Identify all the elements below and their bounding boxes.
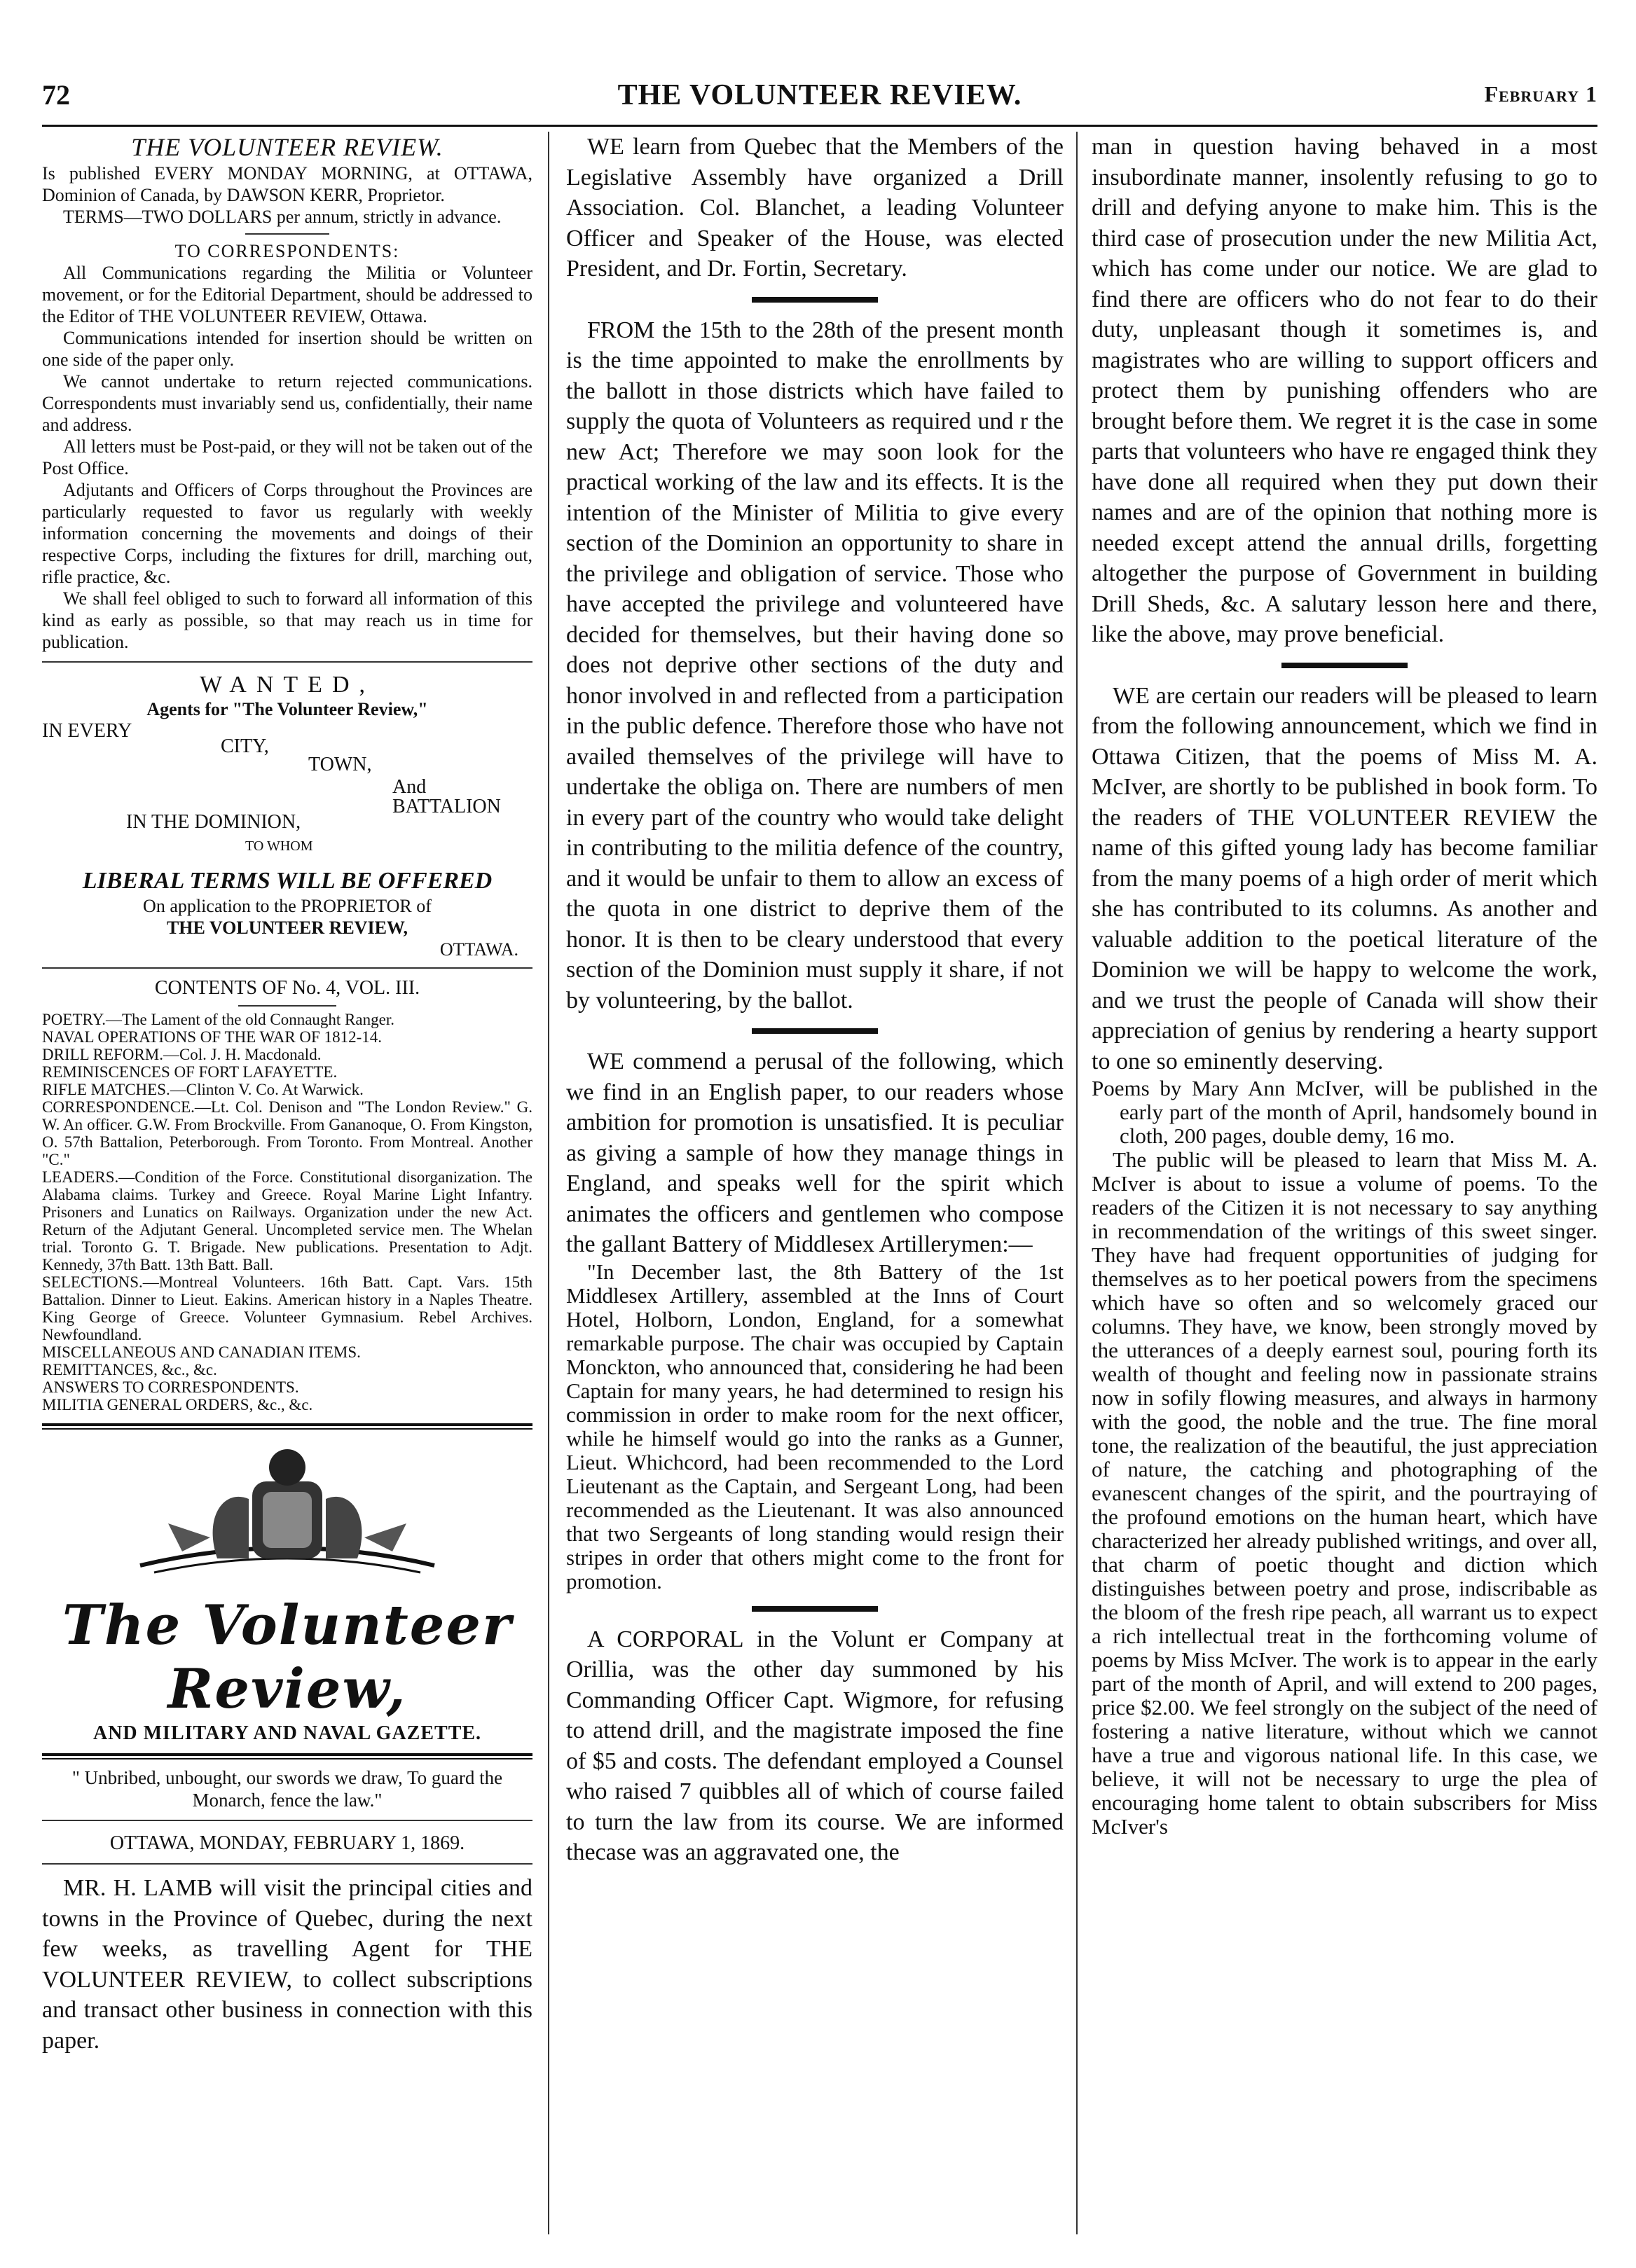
wanted-liberal: LIBERAL TERMS WILL BE OFFERED: [82, 868, 493, 894]
contents-list: [42, 1011, 532, 1413]
dateline: OTTAWA, MONDAY, FEBRUARY 1, 1869.: [109, 1832, 465, 1854]
wanted-ottawa: OTTAWA.: [439, 939, 518, 960]
wanted-in-every: IN EVERY: [42, 720, 132, 742]
wanted-application: On application to the PROPRIETOR of: [143, 896, 432, 916]
poems-notice: Poems by Mary Ann McIver, will be published in the early part of the month of April, handsomely bound in cloth, 200 pages, double demy, 16 mo.: [1092, 1076, 1597, 1148]
divider: [245, 233, 329, 235]
divider: [42, 1863, 532, 1865]
mciver-paragraph: WE are certain our readers will be pleased to learn from the following announcement, which we find in Ottawa Citizen, that the poems of Miss M. A. McIver, are shortly to be published in book form. To the readers of THE VOLUNTEER REVIEW the name of this gifted young lady has become familiar from the many poems of a high order of merit which she has contributed to its columns. As another and valuable addition to the poetical literature of the Dominion we will be happy to welcome the work, and we trust the people of Canada will show their appreciation of genius by rendering a hearty support to one so eminently deserving.: [1092, 682, 1597, 1074]
corr-para-3: We cannot undertake to return rejected communications. Correspondents must invariably send us, confidentially, their name and address.: [42, 371, 532, 435]
wanted-ad: [42, 671, 532, 960]
column-divider: [1076, 132, 1078, 2234]
section-rule: [1281, 663, 1408, 668]
corr-para-1: All Communications regarding the Militia or Volunteer movement, or for the Editorial Department, should be addressed to the Editor of THE VOLUNTEER REVIEW, Ottawa.: [42, 263, 532, 326]
contents-item: REMITTANCES, &c., &c.: [42, 1361, 217, 1378]
publish-info: Is published EVERY MONDAY MORNING, at OTTAWA, Dominion of Canada, by DAWSON KERR, Proprietor.: [42, 163, 532, 205]
contents-item: MISCELLANEOUS AND CANADIAN ITEMS.: [42, 1343, 361, 1361]
column-3: [1092, 132, 1597, 2234]
prosecution-paragraph: man in question having behaved in a most insubordinate manner, insolently refusing to go to drill and defying anyone to make him. This is the third case of prosecution under the new Militia Act, which has come under our notice. We are glad to find there are officers who do not fear to do their duty, unpleasant though it sometimes is, and magistrates who are willing to support officers and protect them by punishing offenders who are brought before them. We regret it is the case in some parts that volunteers who have re engaged think they have done all required when they put down their names and are of the opinion that nothing more is needed except attend the annual drills, forgetting altogether the purpose of Government in building Drill Sheds, &c. A salutary lesson here and there, like the above, may prove beneficial.: [1092, 134, 1597, 647]
double-rule: [42, 1423, 532, 1430]
wanted-dominion: IN THE DOMINION,: [126, 811, 301, 833]
wanted-battalion: BATTALION: [392, 796, 501, 817]
drill-association-paragraph: WE learn from Quebec that the Members of the Legislative Assembly have organized a Drill Association. Col. Blanchet, a leading Volunteer Officer and Speaker of the House, was elected President, and Dr. Fortin, Secretary.: [566, 134, 1064, 282]
divider: [238, 1005, 336, 1007]
contents-item: NAVAL OPERATIONS OF THE WAR OF 1812-14.: [42, 1028, 382, 1046]
section-rule: [752, 1606, 878, 1612]
running-date: February 1: [1484, 81, 1597, 106]
section-rule: [752, 1028, 878, 1034]
wanted-city: CITY,: [221, 735, 269, 757]
wanted-agents: Agents for "The Volunteer Review,": [146, 699, 428, 719]
corr-para-5: Adjutants and Officers of Corps throughout the Provinces are particularly requested to favor us regularly with weekly information concerning the movements and doings of their respective Corps, including the fixtures for drill, marching out, rifle practice, &c.: [42, 480, 532, 587]
contents-item: POETRY.—The Lament of the old Connaught Ranger.: [42, 1011, 394, 1028]
double-rule: [42, 1753, 532, 1759]
corr-para-4: All letters must be Post-paid, or they will not be taken out of the Post Office.: [42, 436, 532, 478]
divider: [42, 661, 532, 663]
newspaper-page: [42, 70, 1597, 2234]
running-title: THE VOLUNTEER REVIEW.: [617, 79, 1022, 111]
contents-heading: CONTENTS OF No. 4, VOL. III.: [154, 977, 420, 999]
page-header: [42, 78, 1597, 120]
wanted-and: And: [392, 776, 427, 798]
contents-item: REMINISCENCES OF FORT LAFAYETTE.: [42, 1063, 338, 1081]
contents-item: SELECTIONS.—Montreal Volunteers. 16th Batt. Capt. Vars. 15th Battalion. Dinner to Lieut. Eakins. American history in a Naples Theatre. King George of Greece. Volunteer Gymnasium. Rebel Archives. Newfoundland.: [42, 1273, 532, 1343]
commend-paragraph: WE commend a perusal of the following, which we find in an English paper, to our readers whose ambition for promotion is unsatisfied. It is peculiar as giving a sample of how they manage things in England, and speaks well for the spirit which animates the officers and gentlemen who compose the gallant Battery of Middlesex Artillerymen:—: [566, 1049, 1064, 1257]
contents-item: LEADERS.—Condition of the Force. Constitutional disorganization. The Alabama claims. Turkey and Greece. Royal Marine Light Infantry. Prisoners and Lunatics on Railways. Organization under the new Act. Return of the Adjutant General. Uncompleted service men. The Whelan trial. Toronto G. T. Brigade. New publications. Presentation to Adjt. Kennedy, 37th Batt. 13th Batt. Ball.: [42, 1168, 532, 1273]
page-number: 72: [42, 79, 70, 111]
corr-para-2: Communications intended for insertion should be written on one side of the paper only.: [42, 328, 532, 370]
header-rule: [42, 125, 1597, 127]
corr-para-6: We shall feel obliged to such to forward all information of this kind as early as possible, so that may reach us in time for publication.: [42, 588, 532, 652]
corporal-paragraph: A CORPORAL in the Volunt er Company at Orillia, was the other day summoned by his Commanding Officer Capt. Wigmore, for refusing to attend drill, and the magistrate imposed the fine of $5 and costs. The defendant employed a Counsel who raised 7 quibbles all of which of course failed to turn the law from its course. We are informed thecase was an aggravated one, the: [566, 1626, 1064, 1865]
column-divider: [548, 132, 549, 2234]
contents-item: CORRESPONDENCE.—Lt. Col. Denison and "The London Review." G. W. An officer. G.W. From Brockville. From Gananoque, O. From Kingston, O. 57th Battalion, Peterborough. From Toronto. From Montreal. Another "C.": [42, 1098, 532, 1168]
motto: " Unbribed, unbought, our swords we draw, To guard the Monarch, fence the law.": [71, 1767, 503, 1811]
wanted-review: THE VOLUNTEER REVIEW,: [166, 918, 408, 938]
contents-item: DRILL REFORM.—Col. J. H. Macdonald.: [42, 1046, 322, 1063]
royal-arms-emblem: [42, 1439, 532, 1586]
divider: [42, 1820, 532, 1821]
divider: [42, 967, 532, 969]
citizen-quote: The public will be pleased to learn that Miss M. A. McIver is about to issue a volume of poems. To the readers of the Citizen it is not necessary to say anything in recommendation of the writings of this sweet singer. They have had frequent opportunities of judging for themselves as to her poetical powers from the specimens which have so often and so welcomely graced our columns. They have, we know, been strongly moved by the utterances of a deeply earnest soul, pouring forth its wealth of thought and feeling now in passionate strains now in sofily flowing measures, and always in harmony with the good, the noble and the true. The fine moral tone, the realization of the beautiful, the just appreciation of nature, the catching and photographing of the evanescent changes of the spirit, and the pourtraying of the profound emotions on the human heart, which have characterized her already published writings, and over all, that charm of poetic thought and diction which distinguishes between poetry and prose, indiscribable as the bloom of the fresh ripe peach, all warrant us to expect a rich intellectual treat in the forthcoming volume of poems by Miss McIver. The work is to appear in the early part of the month of April, and will extend to 200 pages, price $2.00. We feel strongly on the subject of the need of fostering a native literature, without which we cannot have a true and vigorous national life. In this case, we believe, it will not be necessary to urge the plea of encouraging home talent to obtain subscribers for Miss McIver's: [1092, 1147, 1597, 1839]
nameplate: The Volunteer Review,: [62, 1593, 513, 1721]
wanted-town: TOWN,: [308, 754, 372, 775]
wanted-heading: WANTED,: [199, 672, 376, 698]
contents-item: MILITIA GENERAL ORDERS, &c., &c.: [42, 1396, 313, 1413]
middlesex-quote: "In December last, the 8th Battery of the 1st Middlesex Artillery, assembled at the Inns of Court Hotel, Holborn, London, England, for a somewhat remarkable purpose. The chair was occupied by Captain Monckton, who announced that, considering he had been Captain for many years, he had determined to resign his commission in order to make room for the next officer, while he himself would go into the ranks as a Gunner, Lieut. Whichcord, had been recommended to the Lord Lieutenant as the Captain, and Sergeant Long, had been recommended as the Lieutenant. It was also announced that two Sergeants of long standing would resign their stripes in order that others might come to the front for promotion.: [566, 1259, 1064, 1593]
nameplate-subtitle: AND MILITARY AND NAVAL GAZETTE.: [92, 1722, 482, 1744]
section-rule: [752, 297, 878, 303]
coat-of-arms-icon: [42, 1439, 532, 1586]
correspondents-heading: TO CORRESPONDENTS:: [174, 241, 400, 261]
column-2: [566, 132, 1064, 2234]
lamb-paragraph: MR. H. LAMB will visit the principal cities and towns in the Province of Quebec, during the next few weeks, as travelling Agent for THE VOLUNTEER REVIEW, to collect subscriptions and transact other business in connection with this paper.: [42, 1875, 532, 2054]
masthead-title: THE VOLUNTEER REVIEW.: [131, 133, 444, 161]
contents-item: RIFLE MATCHES.—Clinton V. Co. At Warwick.: [42, 1081, 364, 1098]
wanted-places: [42, 720, 532, 867]
terms: TERMS—TWO DOLLARS per annum, strictly in advance.: [63, 207, 502, 227]
wanted-to-whom: TO WHOM: [245, 838, 313, 854]
ballot-paragraph: FROM the 15th to the 28th of the present month is the time appointed to make the enrollments by the ballott in those districts which have failed to supply the quota of Volunteers as required und r the new Act; Therefore we may soon look for the practical working of the law and its effects. It is the intention of the Minister of Militia to give every section of the Dominion an opportunity to share in the privilege and obligation of service. Those who have accepted the privilege and volunteered have decided for themselves, but their having done so does not deprive other sections of the duty and honor involved in and reflected from a participation in the public defence. Therefore those who have not availed themselves of the privilege will have to undertake the obliga on. There are numbers of men in every part of the country who would take delight in contributing to the militia defence of the country, and it would be unfair to them to allow an excess of the quota in one district to deprive them of the honor. It is then to be cleary understood that every section of the Dominion must supply it share, if not by volunteering, by the ballot.: [566, 317, 1064, 1014]
column-1: [42, 132, 532, 2234]
contents-item: ANSWERS TO CORRESPONDENTS.: [42, 1378, 299, 1396]
